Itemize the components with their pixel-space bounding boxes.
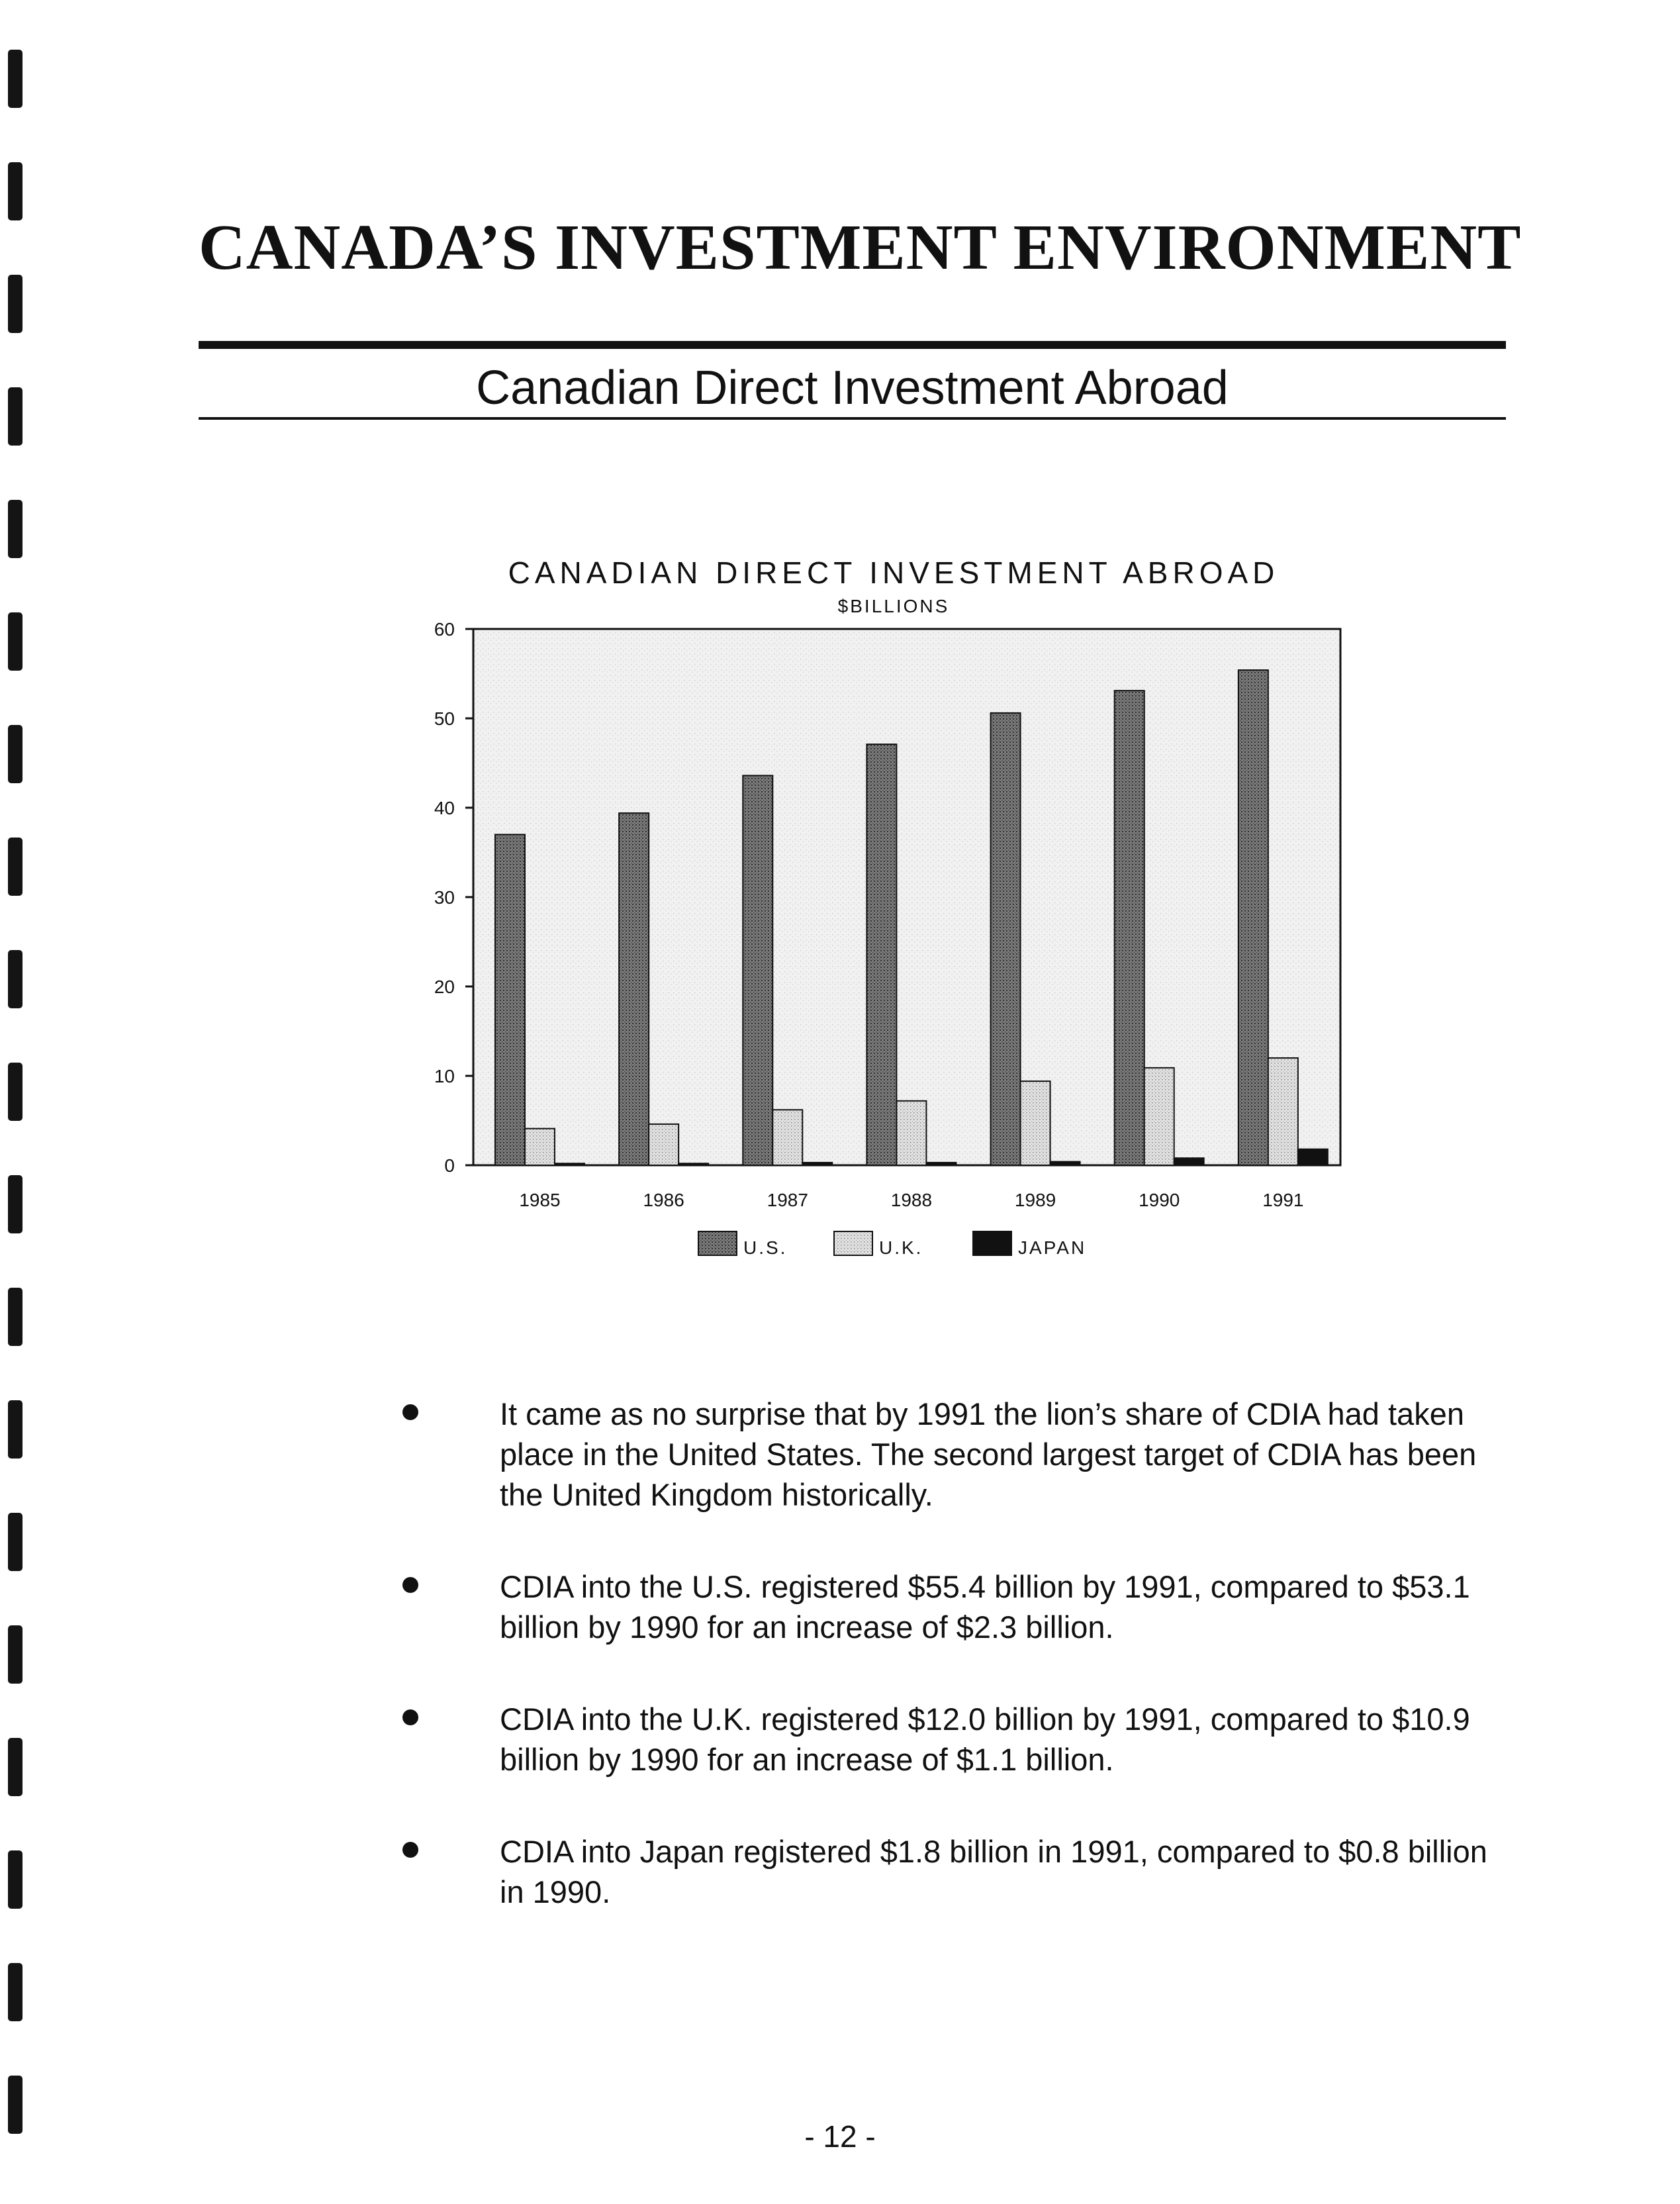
- x-tick-label: 1991: [1262, 1190, 1304, 1210]
- x-tick-label: 1987: [767, 1190, 808, 1210]
- bullet-text: CDIA into the U.K. registered $12.0 billion by 1991, compared to $10.9 billion by 1990 for an increase of $1.1 billion.: [500, 1701, 1470, 1777]
- binder-hole: [8, 275, 23, 333]
- bar-japan-1985: [555, 1163, 584, 1165]
- binder-holes: [0, 0, 53, 2204]
- bullet-icon: [402, 1709, 418, 1725]
- subtitle-divider: [199, 417, 1506, 420]
- bar-japan-1990: [1174, 1158, 1204, 1165]
- bar-us-1985: [495, 835, 525, 1166]
- binder-hole: [8, 162, 23, 220]
- bullet-list: [397, 1394, 1509, 1964]
- bar-us-1987: [743, 775, 772, 1165]
- y-tick-label: 20: [434, 977, 455, 997]
- bullet-item: [397, 1394, 1509, 1515]
- y-tick-label: 30: [434, 887, 455, 908]
- bar-japan-1987: [802, 1163, 832, 1165]
- legend-label: U.K.: [879, 1237, 923, 1258]
- binder-hole: [8, 725, 23, 783]
- bar-us-1989: [991, 713, 1021, 1165]
- bar-us-1990: [1115, 691, 1144, 1165]
- y-axis: [434, 619, 473, 1176]
- page-number: - 12 -: [804, 2119, 876, 2154]
- bar-uk-1985: [525, 1129, 555, 1165]
- legend-label: JAPAN: [1018, 1237, 1087, 1258]
- x-axis-labels: [519, 1190, 1303, 1210]
- binder-hole: [8, 1850, 23, 1909]
- x-tick-label: 1986: [643, 1190, 684, 1210]
- bar-uk-1989: [1021, 1081, 1050, 1165]
- bullet-icon: [402, 1842, 418, 1858]
- legend-swatch: [973, 1231, 1011, 1255]
- chart-title: CANADIAN DIRECT INVESTMENT ABROAD: [508, 555, 1280, 590]
- binder-hole: [8, 1513, 23, 1571]
- chart-subtitle: $BILLIONS: [837, 596, 950, 616]
- x-tick-label: 1985: [519, 1190, 561, 1210]
- binder-hole: [8, 838, 23, 896]
- legend: [698, 1231, 1086, 1258]
- bullet-icon: [402, 1404, 418, 1420]
- y-tick-label: 60: [434, 619, 455, 640]
- bullet-item: [397, 1831, 1509, 1912]
- legend-swatch: [834, 1231, 872, 1255]
- binder-hole: [8, 50, 23, 108]
- title-divider: [199, 341, 1506, 349]
- bullet-item: [397, 1566, 1509, 1647]
- binder-hole: [8, 1625, 23, 1684]
- legend-label: U.S.: [743, 1237, 788, 1258]
- binder-hole: [8, 1738, 23, 1796]
- bullet-icon: [402, 1577, 418, 1593]
- binder-hole: [8, 1063, 23, 1121]
- binder-hole: [8, 612, 23, 671]
- binder-hole: [8, 500, 23, 558]
- binder-hole: [8, 387, 23, 446]
- bar-us-1991: [1238, 670, 1268, 1165]
- bar-uk-1988: [896, 1101, 926, 1165]
- y-tick-label: 10: [434, 1066, 455, 1086]
- page-title: CANADA’S INVESTMENT ENVIRONMENT: [199, 212, 1522, 283]
- y-tick-label: 40: [434, 798, 455, 818]
- bar-us-1986: [619, 813, 649, 1165]
- section-subtitle: Canadian Direct Investment Abroad: [476, 361, 1229, 414]
- x-tick-label: 1990: [1139, 1190, 1180, 1210]
- bar-uk-1990: [1144, 1068, 1174, 1165]
- plot-area: [473, 629, 1340, 1165]
- x-tick-label: 1989: [1014, 1190, 1056, 1210]
- bar-japan-1988: [926, 1163, 956, 1165]
- bullet-text: CDIA into Japan registered $1.8 billion in 1991, compared to $0.8 billion in 1990.: [500, 1834, 1487, 1909]
- bar-uk-1991: [1268, 1058, 1298, 1165]
- bar-uk-1987: [772, 1110, 802, 1165]
- bar-us-1988: [866, 744, 896, 1165]
- binder-hole: [8, 950, 23, 1008]
- bar-chart: [397, 616, 1390, 1284]
- y-tick-label: 0: [444, 1155, 455, 1176]
- bar-uk-1986: [649, 1124, 678, 1165]
- bar-japan-1986: [678, 1163, 708, 1165]
- bullet-item: [397, 1699, 1509, 1780]
- bullet-text: CDIA into the U.S. registered $55.4 billion by 1991, compared to $53.1 billion by 1990 for an increase of $2.3 billion.: [500, 1569, 1470, 1645]
- binder-hole: [8, 1963, 23, 2021]
- bullet-text: It came as no surprise that by 1991 the lion’s share of CDIA had taken place in the United States. The second largest target of CDIA has been the United Kingdom historically.: [500, 1396, 1477, 1512]
- x-tick-label: 1988: [890, 1190, 933, 1210]
- binder-hole: [8, 1175, 23, 1233]
- bar-japan-1989: [1050, 1162, 1080, 1165]
- bar-japan-1991: [1298, 1149, 1328, 1165]
- binder-hole: [8, 1288, 23, 1346]
- y-tick-label: 50: [434, 708, 455, 729]
- legend-swatch: [698, 1231, 737, 1255]
- binder-hole: [8, 1400, 23, 1459]
